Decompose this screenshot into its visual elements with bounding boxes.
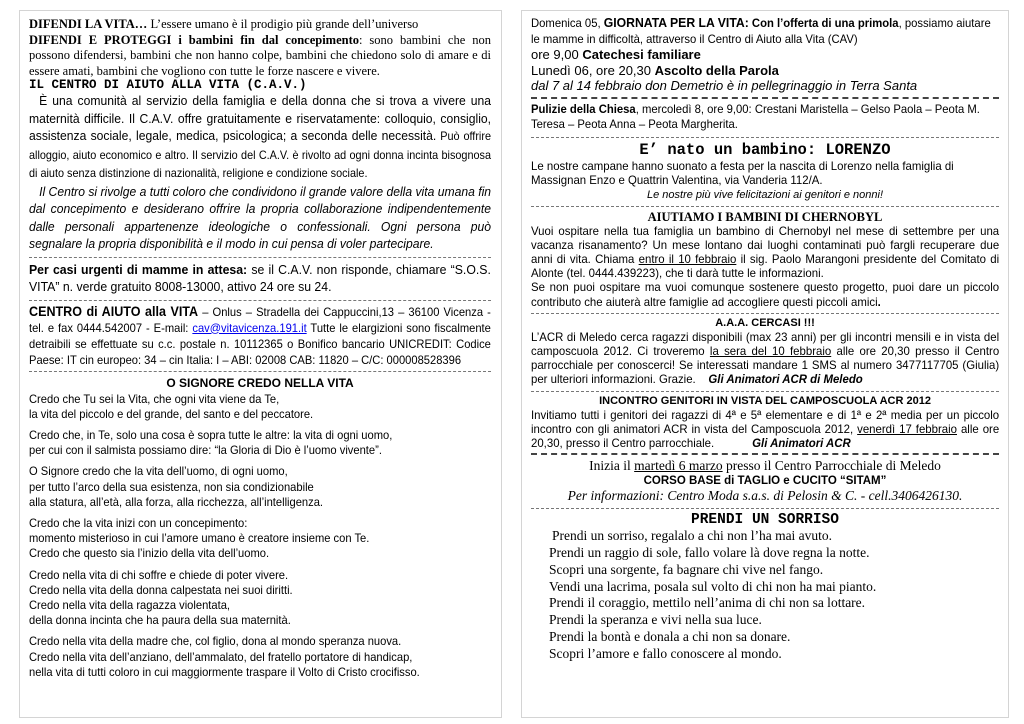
chernobyl-text: Vuoi ospitare nella tua famiglia un bambino di Chernobyl nel mese di settembre per una vacanza risanamento? Un mese lontano dai luoghi contaminati può fargli recuperare due anni di vita. Chiama entro il 10 febbraio il sig. Paolo Marangoni presidente del Comitato di Alonte (tel. 0444.439223), che ti darà tutte le informazioni. Se non puoi ospitare ma vuoi comunque sostenere questo progetto, puoi dare un piccolo contributo che aiuterà altre famiglie ad accogliere questi piccoli amici. [531, 223, 1000, 309]
poem-line: Vendi una lacrima, posala sul volto di chi non ha mai pianto. [549, 578, 877, 594]
church-cleaning: Pulizie della Chiesa, mercoledì 8, ore 9,00: Crestani Maristella – Gelso Paola – Peota M. Teresa – Peota Anna – Peota Margherita. [531, 101, 980, 131]
creed-stanza: Credo che la vita inizi con un concepimento: momento misterioso in cui l’amore umano è creatore insieme con Te. Credo che questo sia l’inizio della vita dell’uomo. [29, 515, 370, 561]
chernobyl-title: AIUTIAMO I BAMBINI DI CHERNOBYL [647, 209, 883, 224]
cav-title: IL CENTRO DI AIUTO ALLA VITA (C.A.V.) [29, 78, 307, 92]
poem-line: Prendi la speranza e vivi nella sua luce. [549, 612, 762, 628]
cav-email-link[interactable]: cav@vitavicenza.191.it [192, 320, 307, 335]
acr-signature: Gli Animatori ACR di Meledo [708, 372, 863, 387]
divider [29, 371, 491, 372]
acr-title: A.A.A. CERCASI !!! [715, 316, 815, 329]
divider [531, 97, 999, 99]
schedule-pilgrimage: dal 7 al 14 febbraio don Demetrio è in pellegrinaggio in Terra Santa [531, 78, 918, 93]
right-column [521, 10, 1009, 718]
cav-contact: CENTRO di AIUTO alla VITA – Onlus – Stradella dei Cappuccini,13 – 36100 Vicenza - tel. e fax 0444.542007 - E-mail: cav@vitavicenza.191.it Tutte le elargizioni sono fiscalmente detraibili se effettuate su c.c. postale n. 10112365 o Bonifico bancario UNICREDIT: Codice Paese: IT cin europeo: 34 – cin Italia: I – ABI: 02008 CAB: 11820 – C/C: 000008528396 [29, 303, 491, 367]
schedule-monday: Lunedì 06, ore 20,30 Ascolto della Parola [531, 62, 779, 78]
meeting-title: INCONTRO GENITORI IN VISTA DEL CAMPOSCUOLA ACR 2012 [599, 394, 931, 407]
poem-line: Prendi un raggio di sole, fallo volare là dove regna la notte. [549, 544, 870, 560]
creed-text [29, 392, 491, 680]
creed-title: O SIGNORE CREDO NELLA VITA [166, 375, 354, 390]
schedule-sunday: Domenica 05, GIORNATA PER LA VITA: Con l’offerta di una primola, possiamo aiutare le mamme in difficoltà, attraverso il Centro di Aiuto alla Vita (CAV) [531, 15, 991, 46]
birth-text: Le nostre campane hanno suonato a festa per la nascita di Lorenzo nella famiglia di Massignan Enzo e Quattrin Valentina, via Vanderia 112/A. [531, 158, 954, 187]
meeting-text: Invitiamo tutti i genitori dei ragazzi di 4ª e 5ª elementare e di 1ª e 2ª media per un piccolo incontro con gli animatori ACR in vista del Camposcuola 2012, venerdì 17 febbraio alle ore 20,30, presso il Centro parrocchiale. Gli Animatori ACR [531, 407, 1000, 450]
divider [531, 137, 999, 138]
poem-line: Prendi la bontà e donala a chi non sa donare. [549, 628, 791, 644]
poem-line: Scopri una sorgente, fa bagnare chi vive nel fango. [549, 561, 824, 577]
divider [531, 391, 999, 392]
creed-stanza: Credo che Tu sei la Vita, che ogni vita viene da Te, la vita del piccolo e del grande, del santo e del peccatore. [29, 391, 314, 421]
divider [29, 300, 491, 301]
left-column [19, 10, 502, 718]
poem-line: Prendi il coraggio, mettilo nell’anima di chi non sa lottare. [549, 595, 866, 611]
divider [531, 508, 999, 509]
urgent-cases: Per casi urgenti di mamme in attesa: se il C.A.V. non risponde, chiamare “S.O.S. VITA” n. verde gratuito 8008-13000, attivo 24 ore su 24. [29, 261, 491, 294]
cav-description: È una comunità al servizio della famiglia e della donna che si trova a vivere una maternità difficile. Il C.A.V. offre gratuitamente e riservatamente: colloquio, consiglio, assistenza sociale, legale, medica, psicologica; a seconda delle necessità. Può offrire alloggio, aiuto economico e altro. Il servizio del C.A.V. è rivolto ad ogni donna incinta bisognosa di aiuto senza distinzione di nazionalità, religione e condizione sociale. [29, 93, 492, 180]
creed-stanza: Credo nella vita della madre che, col figlio, dona al mondo speranza nuova. Credo nella vita dell’anziano, dell’ammalato, del fratello portatore di handicap, nella vita di tutti coloro in cui maggiormente traspare il Volto di Cristo crocifisso. [29, 634, 420, 679]
poem-line: Scopri l’amore e fallo conoscere al mondo. [549, 645, 782, 661]
poem-line: Prendi un sorriso, regalalo a chi non l’ha mai avuto. [552, 528, 833, 544]
smile-title: PRENDI UN SORRISO [691, 512, 839, 529]
acr-text: L’ACR di Meledo cerca ragazzi disponibili (max 23 anni) per gli incontri mensili e in vista del camposcuola 2012. Ci troveremo la sera del 10 febbraio alle ore 20,30 presso il Centro parrocchiale per conoscerci! Se interessati mandare 1 SMS al numero 3477117705 (Giulia) per ulteriori informazioni. Grazie. Gli Animatori ACR di Meledo [531, 329, 1000, 387]
smile-poem [531, 528, 999, 662]
creed-stanza: Credo nella vita di chi soffre e chiede di poter vivere. Credo nella vita della donna calpestata nei suoi diritti. Credo nella vita della ragazza violentata, della donna incinta che ha paura della sua maternità. [29, 567, 293, 628]
schedule-catechesis: ore 9,00 Catechesi familiare [531, 47, 701, 62]
defend-life-paragraph: DIFENDI LA VITA… L’essere umano è il prodigio più grande dell’universo DIFENDI E PROTEGGI i bambini fin dal concepimento: sono bambini che non possono difendersi, bambini che non hanno colpe, bambini che chiedono solo di amare e di essere amati, bambini che vogliono con tutte le forze nascere e vivere. [29, 17, 491, 78]
course-start: Inizia il martedì 6 marzo presso il Centro Parrocchiale di Meledo [589, 458, 941, 474]
course-title: CORSO BASE di TAGLIO e CUCITO “SITAM” [643, 475, 887, 488]
birth-wishes: Le nostre più vive felicitazioni ai genitori e nonni! [646, 188, 884, 201]
creed-stanza: Credo che, in Te, solo una cosa è sopra tutte le altre: la vita di ogni uomo, per cui con il salmista possiamo dire: “la Gloria di Dio è l’uomo vivente”. [29, 427, 393, 458]
meeting-signature: Gli Animatori ACR [752, 435, 851, 450]
course-info: Per informazioni: Centro Moda s.a.s. di Pelosin & C. - cell.3406426130. [567, 488, 963, 504]
cav-mission: Il Centro si rivolge a tutti coloro che condividono il grande valore della vita umana fin dal concepimento e desiderano offrire la propria collaborazione indipendentemente dalle personali appartenenze ideologiche o confessionali. Ogni persona può segnalare la propria disponibilità e il modo in cui pensa di voler partecipare. [29, 183, 492, 251]
defend-life-heading: DIFENDI LA VITA… [29, 17, 148, 31]
divider [531, 453, 999, 455]
defend-protect-heading: DIFENDI E PROTEGGI i bambini fin dal concepimento [29, 32, 359, 47]
divider [531, 313, 999, 314]
divider [29, 257, 491, 258]
weekly-schedule [531, 15, 999, 94]
creed-stanza: O Signore credo che la vita dell’uomo, di ogni uomo, per tutto l’arco della sua esistenza, non sia condizionabile alla statura, all’età, alla forza, alla ricchezza, all’intelligenza. [29, 464, 324, 509]
birth-title: E’ nato un bambino: LORENZO [639, 140, 891, 159]
divider [531, 206, 999, 207]
